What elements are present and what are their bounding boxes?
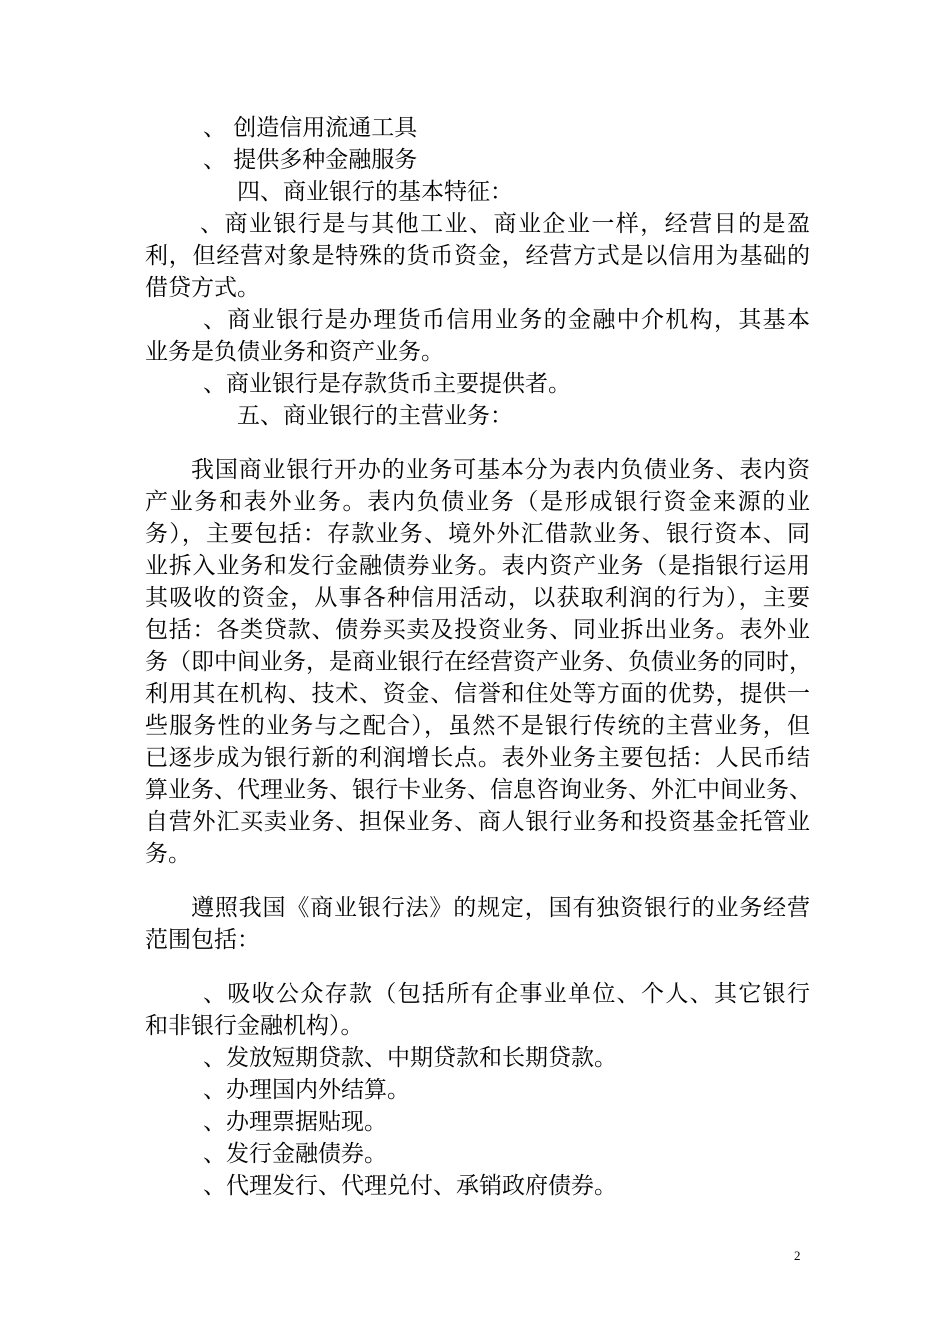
scope-item-bonds: 、发行金融债券。: [203, 1141, 387, 1167]
business-paragraph-line-1: 我国商业银行开办的业务可基本分为表内负债业务、表内资: [191, 457, 810, 483]
business-paragraph-line-7: 务（即中间业务，是商业银行在经营资产业务、负债业务的同时，: [145, 649, 812, 675]
scope-item-deposits-line-2: 和非银行金融机构）。: [145, 1013, 364, 1039]
scope-item-government-bonds: 、代理发行、代理兑付、承销政府债券。: [203, 1173, 617, 1199]
scope-item-deposits-line-1: 、吸收公众存款（包括所有企事业单位、个人、其它银行: [203, 981, 810, 1007]
business-paragraph-line-4: 业拆入业务和发行金融债券业务。表内资产业务（是指银行运用: [145, 553, 810, 579]
paragraph-feature-1-line-1: 、商业银行是与其他工业、商业企业一样，经营目的是盈: [200, 211, 810, 237]
business-paragraph-line-2: 产业务和表外业务。表内负债业务（是形成银行资金来源的业: [145, 489, 810, 515]
business-paragraph-line-10: 已逐步成为银行新的利润增长点。表外业务主要包括：人民币结: [145, 745, 810, 771]
scope-item-loans: 、发放短期贷款、中期贷款和长期贷款。: [203, 1045, 617, 1071]
business-paragraph-line-5: 其吸收的资金，从事各种信用活动，以获取利润的行为），主要: [145, 585, 810, 611]
scope-item-settlement: 、办理国内外结算。: [203, 1077, 410, 1103]
scope-paragraph-line-2: 范围包括：: [145, 927, 260, 953]
business-paragraph-line-6: 包括：各类贷款、债券买卖及投资业务、同业拆出业务。表外业: [145, 617, 810, 643]
business-paragraph-line-9: 些服务性的业务与之配合），虽然不是银行传统的主营业务，但: [145, 713, 810, 739]
paragraph-feature-2-line-1: 、商业银行是办理货币信用业务的金融中介机构，其基本: [203, 307, 810, 333]
business-paragraph-line-11: 算业务、代理业务、银行卡业务、信息咨询业务、外汇中间业务、: [145, 777, 812, 803]
section-heading-basic-features: 四、商业银行的基本特征：: [237, 179, 513, 205]
list-item-credit-tools: 、 创造信用流通工具: [203, 115, 418, 141]
paragraph-feature-2-line-2: 业务是负债业务和资产业务。: [145, 339, 444, 365]
scope-item-discount: 、办理票据贴现。: [203, 1109, 387, 1135]
section-heading-main-business: 五、商业银行的主营业务：: [237, 403, 513, 429]
business-paragraph-line-8: 利用其在机构、技术、资金、信誉和住处等方面的优势，提供一: [145, 681, 810, 707]
business-paragraph-line-12: 自营外汇买卖业务、担保业务、商人银行业务和投资基金托管业: [145, 809, 810, 835]
business-paragraph-line-13: 务。: [145, 841, 191, 867]
paragraph-feature-3: 、商业银行是存款货币主要提供者。: [203, 371, 571, 397]
business-paragraph-line-3: 务），主要包括：存款业务、境外外汇借款业务、银行资本、同: [145, 521, 810, 547]
page-number: 2: [794, 1248, 801, 1263]
paragraph-feature-1-line-3: 借贷方式。: [145, 275, 260, 301]
paragraph-feature-1-line-2: 利，但经营对象是特殊的货币资金，经营方式是以信用为基础的: [145, 243, 810, 269]
list-item-financial-services: 、 提供多种金融服务: [203, 147, 418, 173]
scope-paragraph-line-1: 遵照我国《商业银行法》的规定，国有独资银行的业务经营: [191, 895, 810, 921]
